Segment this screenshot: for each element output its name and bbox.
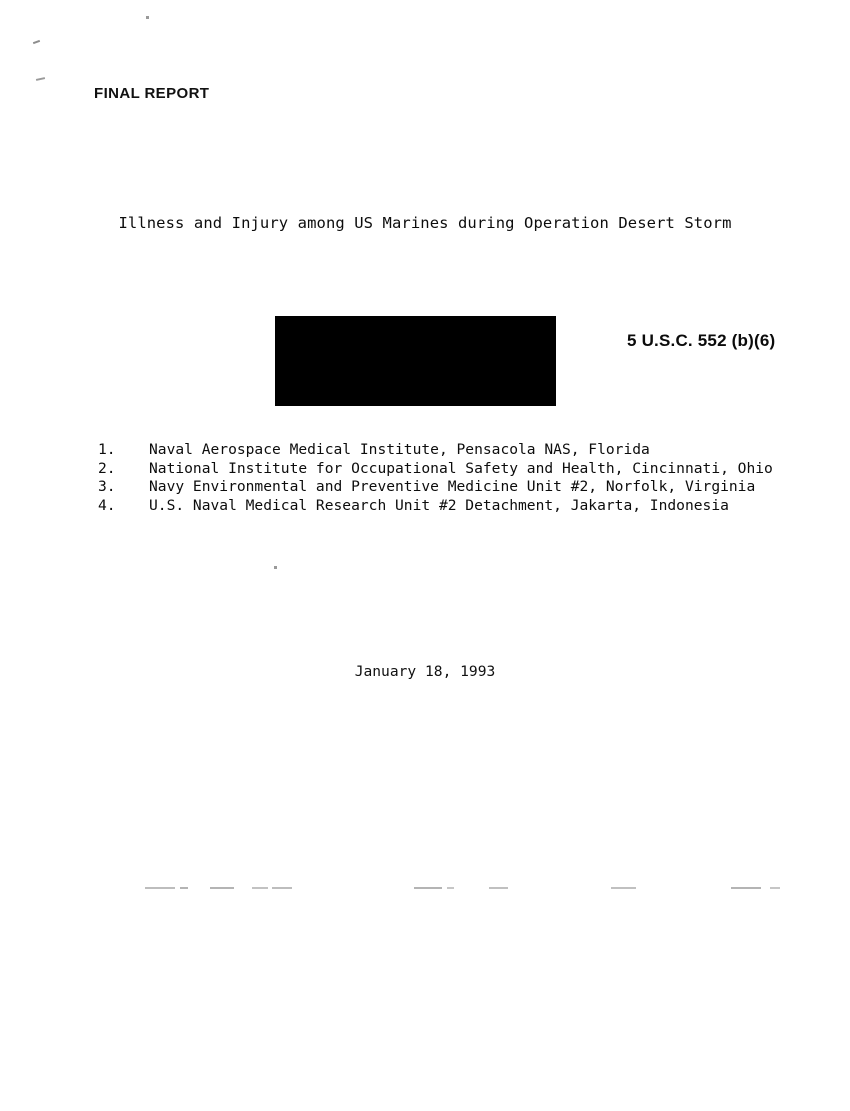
report-type-label: FINAL REPORT bbox=[94, 85, 210, 102]
page-title: Illness and Injury among US Marines during Operation Desert Storm bbox=[118, 214, 732, 232]
affiliation-text: U.S. Naval Medical Research Unit #2 Detachment, Jakarta, Indonesia bbox=[149, 496, 729, 514]
scan-artifact-line bbox=[252, 887, 268, 889]
foia-exemption-label: 5 U.S.C. 552 (b)(6) bbox=[627, 331, 776, 350]
list-item bbox=[98, 441, 773, 460]
document-date: January 18, 1993 bbox=[354, 663, 496, 680]
affiliations-list bbox=[98, 441, 773, 515]
scan-artifact-line bbox=[272, 887, 292, 889]
list-item bbox=[98, 460, 773, 479]
scan-artifact-line bbox=[180, 887, 188, 889]
scan-artifact-speck bbox=[274, 566, 277, 569]
scan-artifact-line bbox=[447, 887, 454, 889]
affiliation-text: National Institute for Occupational Safety and Health, Cincinnati, Ohio bbox=[149, 459, 773, 477]
scan-artifact-speck bbox=[36, 77, 45, 81]
scan-artifact-speck bbox=[33, 40, 40, 44]
scan-artifact-line bbox=[489, 887, 508, 889]
redaction-block bbox=[275, 316, 556, 406]
list-item bbox=[98, 497, 773, 516]
scan-artifact-line bbox=[731, 887, 761, 889]
affiliation-number: 4. bbox=[98, 496, 116, 514]
affiliation-number: 3. bbox=[98, 478, 116, 495]
scan-artifact-line bbox=[145, 887, 175, 889]
affiliation-text: Navy Environmental and Preventive Medicine Unit #2, Norfolk, Virginia bbox=[149, 478, 756, 495]
affiliation-number: 1. bbox=[98, 441, 116, 458]
list-item bbox=[98, 478, 773, 497]
affiliation-number: 2. bbox=[98, 459, 116, 477]
scan-artifact-line bbox=[770, 887, 780, 889]
scan-artifact-speck bbox=[146, 16, 149, 19]
affiliation-text: Naval Aerospace Medical Institute, Pensacola NAS, Florida bbox=[149, 441, 650, 458]
scan-artifact-line bbox=[611, 887, 636, 889]
scan-artifact-line bbox=[210, 887, 234, 889]
scan-artifact-line bbox=[414, 887, 442, 889]
